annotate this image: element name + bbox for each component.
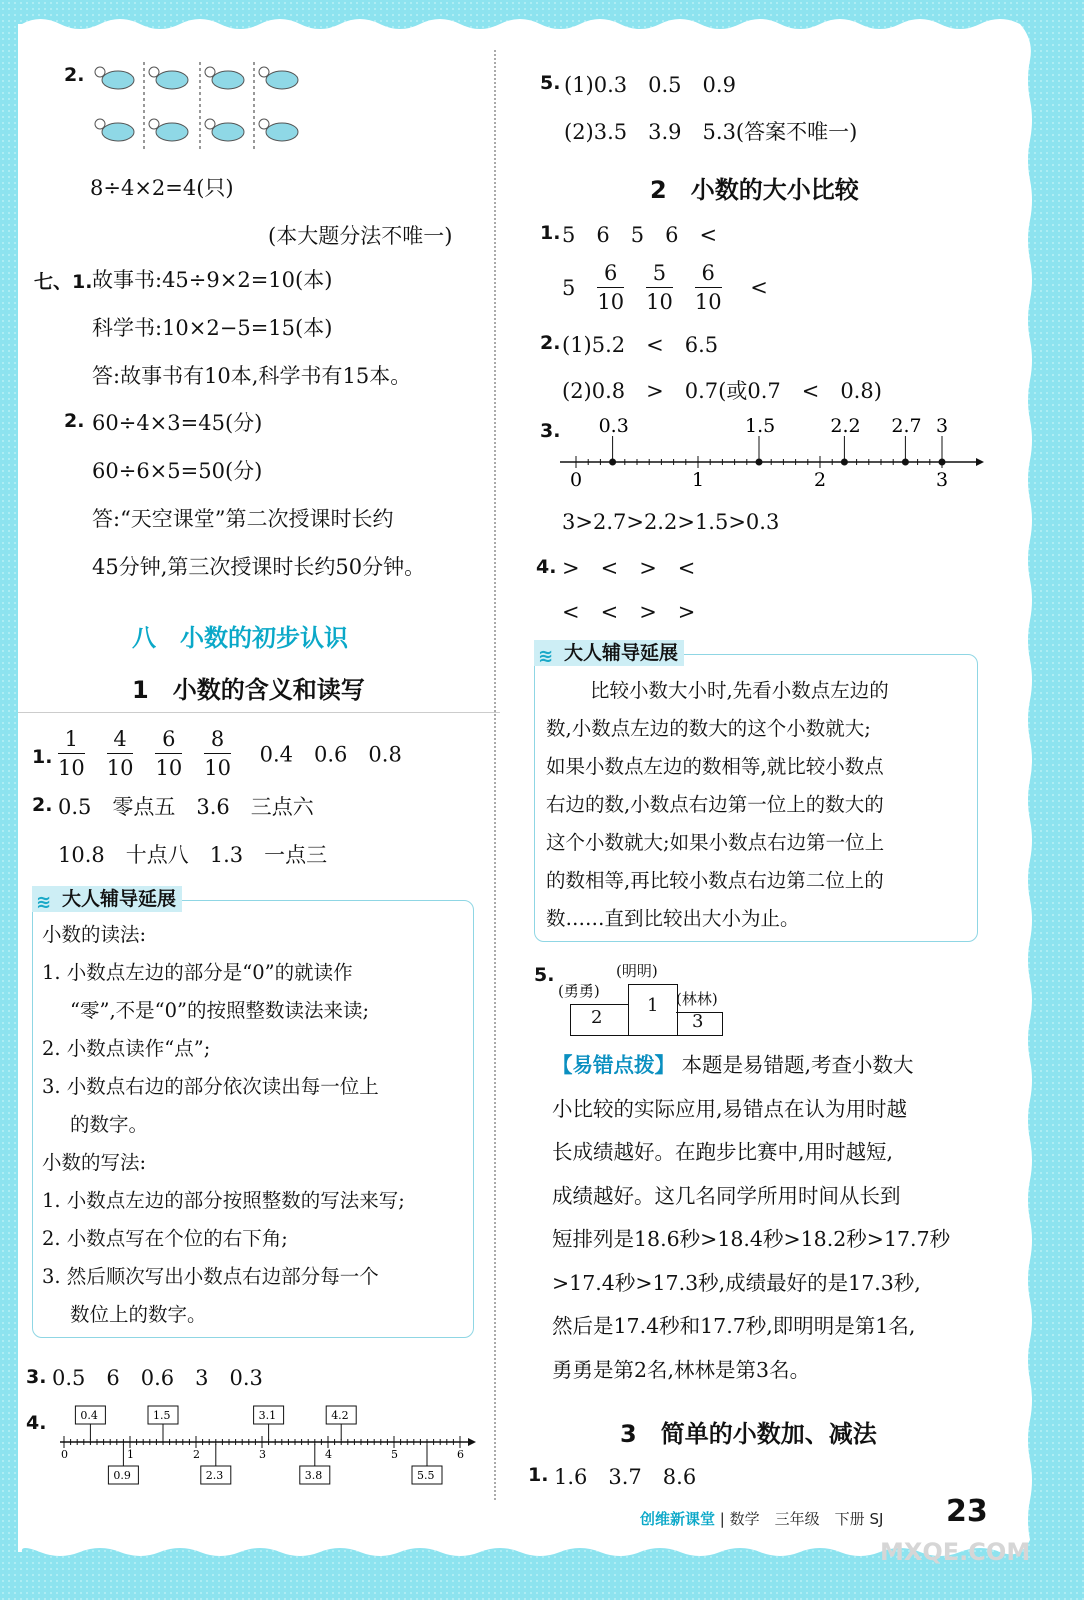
left-guidance-title: ≋ 大人辅导延展 — [32, 886, 182, 912]
wave-icon: ≋ — [36, 892, 52, 913]
podium-name-first: (明明) — [616, 962, 658, 980]
right-guidance-title: ≋ 大人辅导延展 — [534, 640, 684, 666]
r-q1c-number: 1. — [528, 1464, 549, 1486]
tick-label: 0 — [570, 469, 583, 491]
r-q1-fractions: 5 $\frac{6}{10}$ $\frac{5}{10}$ $\frac{6}{10}$ < — [562, 261, 768, 314]
point-label: 0.3 — [598, 415, 629, 437]
r-q5-number: 5. — [540, 72, 561, 94]
footer: 创维新课堂 | 数学 三年级 下册 SJ — [640, 1510, 884, 1528]
fraction: $\frac{6}{10}$ — [597, 261, 625, 314]
podium-second: 2 — [570, 1004, 629, 1036]
section-rule — [18, 712, 500, 713]
q2-note: (本大题分法不唯一) — [268, 224, 453, 248]
l-q2-line2: 10.8 十点八 1.3 一点三 — [58, 843, 328, 867]
q2-equation: 8÷4×2=4(只) — [90, 176, 234, 200]
fraction: $\frac{4}{10}$ — [106, 727, 134, 780]
point-label: 1.5 — [745, 415, 776, 437]
tick-label: 3 — [259, 1448, 266, 1461]
q2-number: 2. — [64, 64, 85, 86]
r-q5-line2: (2)3.5 3.9 5.3(答案不唯一) — [564, 120, 858, 144]
tick-label: 4 — [325, 1448, 332, 1461]
tick-label: 0 — [61, 1448, 68, 1461]
point-label: 3 — [936, 415, 949, 437]
s7-line2: 科学书:10×2−5=15(本) — [92, 316, 333, 340]
s7-number: 七、1. — [34, 271, 93, 293]
l-q1-fractions — [58, 726, 402, 781]
r-q5-line1: (1)0.3 0.5 0.9 — [564, 73, 736, 97]
s7-line4: 60÷4×3=45(分) — [92, 411, 263, 435]
r-q1-line1: 5 6 5 6 < — [562, 223, 718, 247]
r-q2-line2: (2)0.8 > 0.7(或0.7 < 0.8) — [562, 379, 882, 403]
right-guidance-text: 比较小数大小时,先看小数点左边的 数,小数点左边的数大的这个小数就大; 如果小数点左边的数相等,就比较小数点 右边的数,小数点右边第一位上的数大的 这个小数就大;如果小数点右边第一位上 的数相等,再比较小数点右边第二位上的 数……直到比较出大小为止。 — [546, 679, 889, 930]
section3-title: 3 简单的小数加、减法 — [620, 1420, 877, 1448]
point — [841, 459, 848, 466]
r-q3-order: 3>2.7>2.2>1.5>0.3 — [562, 510, 780, 534]
answer-label: 5.5 — [417, 1469, 435, 1482]
error-tip-tag: 【易错点拨】 — [552, 1053, 675, 1077]
l-q3-number: 3. — [26, 1366, 47, 1388]
r-q3-number: 3. — [540, 420, 561, 442]
footer-brand: 创维新课堂 — [640, 1510, 716, 1528]
answer-label: 0.9 — [113, 1469, 131, 1482]
unit-title: 八 小数的初步认识 — [132, 624, 348, 652]
watermark: MXQE.COM — [880, 1538, 1031, 1566]
r-q1-number: 1. — [540, 222, 561, 244]
point — [939, 459, 946, 466]
l-q2-number: 2. — [32, 794, 53, 816]
answer-label: 3.1 — [258, 1409, 277, 1422]
fraction: $\frac{6}{10}$ — [155, 727, 183, 780]
answer-label: 2.3 — [205, 1469, 224, 1482]
column-divider — [494, 50, 496, 1500]
tick-label: 1 — [692, 469, 705, 491]
turtle-groups-icon — [88, 56, 318, 156]
footer-volume: 下册 — [834, 1510, 865, 1528]
s7-line3: 答:故事书有10本,科学书有15本。 — [92, 364, 412, 388]
tick-label: 1 — [127, 1448, 134, 1461]
point — [902, 459, 909, 466]
tick-label: 6 — [457, 1448, 464, 1461]
footer-subject: 数学 — [729, 1510, 760, 1528]
error-tip: 【易错点拨】 本题是易错题,考查小数大 小比较的实际应用,易错点在认为用时越 长成绩越好。在跑步比赛中,用时越短, 成绩越好。这几名同学所用时间从长到 短排列是18.6秒>18.4秒>18.2秒>17.7秒 >17.4秒>17.3秒,成绩最好的是17.3秒, 然后是17.4秒和17.7秒,即明明是第1名, 勇勇是第2名,林林是第3名。 — [552, 1053, 951, 1382]
podium-diagram — [558, 960, 738, 1038]
r-q4-number: 4. — [536, 556, 557, 578]
answer-label: 0.4 — [80, 1409, 98, 1422]
wave-icon: ≋ — [538, 646, 554, 667]
r-q1c-answers: 1.6 3.7 8.6 — [554, 1465, 697, 1489]
footer-grade: 三年级 — [774, 1510, 820, 1528]
tick-label: 2 — [814, 469, 827, 491]
r-q5b-number: 5. — [534, 964, 555, 986]
l-q4-number-line — [50, 1404, 480, 1496]
fraction: $\frac{1}{10}$ — [58, 727, 85, 780]
r-q4-line2: < < > > — [562, 600, 696, 624]
l-q1-decimals: 0.4 0.6 0.8 — [259, 742, 402, 767]
answer-label: 4.2 — [331, 1409, 349, 1422]
tick-label: 5 — [391, 1448, 398, 1461]
left-guidance-text: 小数的读法: 1. 小数点左边的部分是“0”的就读作 “零”,不是“0”的按照整数读法来读; 2. 小数点读作“点”; 3. 小数点右边的部分依次读出每一位上 的数字。 小数的写法: 1. 小数点左边的部分按照整数的写法来写; 2. 小数点写在个位的右下角; 3. 然后顺次写出小数点右边部分每一个 数位上的数字。 — [42, 923, 405, 1326]
s7-line7: 45分钟,第三次授课时长约50分钟。 — [92, 555, 426, 579]
tick-label: 2 — [193, 1448, 200, 1461]
s7-line6: 答:“天空课堂”第二次授课时长约 — [92, 507, 394, 531]
point-label: 2.7 — [891, 415, 922, 437]
section1-title: 1 小数的含义和读写 — [132, 676, 365, 704]
section2-title: 2 小数的大小比较 — [650, 176, 859, 204]
answer-label: 1.5 — [153, 1409, 171, 1422]
footer-edition: SJ — [869, 1510, 884, 1528]
point — [756, 459, 763, 466]
r-q2-line1: (1)5.2 < 6.5 — [562, 333, 719, 357]
page-number: 23 — [946, 1494, 988, 1529]
r-q3-number-line — [556, 414, 996, 498]
r-q4-line1: > < > < — [562, 556, 696, 580]
answer-label: 3.8 — [304, 1469, 323, 1482]
l-q4-number: 4. — [26, 1412, 47, 1434]
fraction: $\frac{8}{10}$ — [204, 727, 231, 780]
l-q3-answers: 0.5 6 0.6 3 0.3 — [52, 1366, 263, 1390]
tick-label: 3 — [936, 469, 949, 491]
fraction: $\frac{6}{10}$ — [694, 261, 722, 314]
podium-first: 1 — [628, 984, 678, 1036]
l-q1-number: 1. — [32, 746, 53, 768]
l-q2-line1: 0.5 零点五 3.6 三点六 — [58, 795, 314, 819]
fraction: $\frac{5}{10}$ — [646, 261, 673, 314]
r-q2-number: 2. — [540, 332, 561, 354]
s7-line1: 故事书:45÷9×2=10(本) — [92, 268, 333, 292]
podium-name-third: (林林) — [676, 990, 718, 1008]
s7-q2-number: 2. — [64, 410, 85, 432]
point — [609, 459, 616, 466]
point-label: 2.2 — [830, 415, 861, 437]
podium-name-second: (勇勇) — [558, 982, 600, 1000]
podium-third: 3 — [676, 1012, 723, 1036]
s7-line5: 60÷6×5=50(分) — [92, 459, 263, 483]
